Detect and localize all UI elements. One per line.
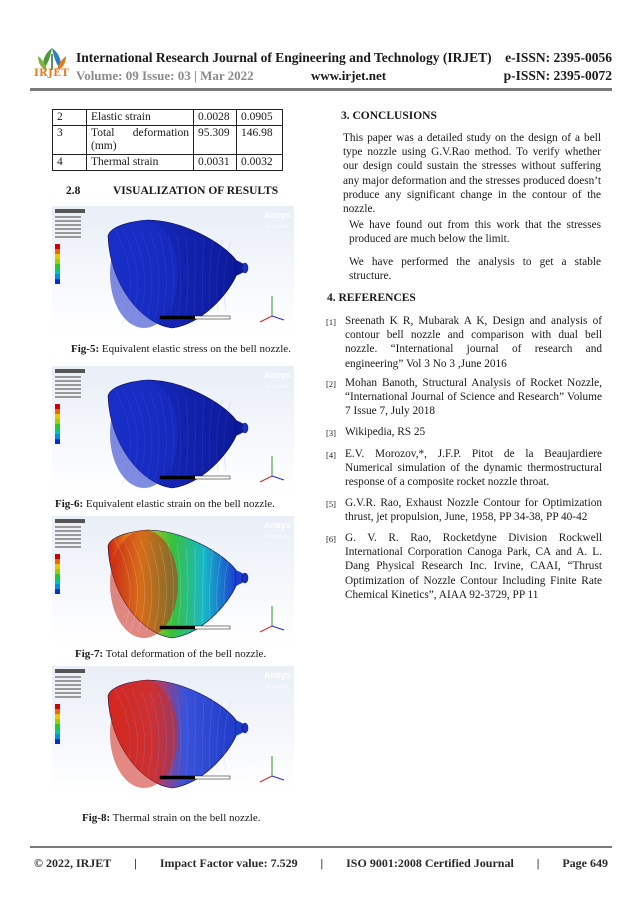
- nozzle-exit: [110, 680, 178, 788]
- section-heading: [66, 185, 278, 197]
- figure-6: [52, 366, 294, 494]
- legend-info-line: [55, 220, 81, 222]
- reference-number: [6]: [326, 534, 336, 544]
- legend-color-swatch: [55, 569, 60, 574]
- scale-bar-segment: [160, 626, 195, 629]
- legend-info-line: [55, 696, 81, 698]
- legend-info-line: [55, 530, 81, 532]
- e-issn: e-ISSN: 2395-0056: [505, 50, 612, 65]
- section-title: VISUALIZATION OF RESULTS: [113, 185, 279, 197]
- legend-title-bar: [55, 209, 85, 213]
- table-cell: 0.0032: [237, 155, 283, 171]
- table-cell: 0.0905: [237, 110, 283, 126]
- table-cell: 3: [53, 126, 87, 155]
- irjet-logo-icon: [30, 44, 74, 88]
- footer-separator: |: [320, 856, 324, 870]
- legend-info-line: [55, 676, 81, 678]
- legend-info-line: [55, 688, 81, 690]
- footer-page-number: Page 649: [562, 856, 608, 870]
- legend-color-swatch: [55, 564, 60, 569]
- figure-label: Fig-7:: [75, 648, 104, 660]
- fea-nozzle-plot: [52, 516, 294, 644]
- table-cell: Total deformation (mm): [87, 126, 194, 155]
- legend-color-swatch: [55, 419, 60, 424]
- reference-text: G. V. R. Rao, Rocketdyne Division Rockwell International Corporation Canoga Park, CA and A. L. Dang Physical Research Inc. Irvine, CAAI, “Thrust Optimization of Nozzle Contour Including Finite Rate Chemical Kinetics”, AIAA 92-3729, PP 11: [345, 532, 602, 601]
- footer-divider: [30, 846, 612, 848]
- legend-info-line: [55, 526, 81, 528]
- nozzle-inlet: [242, 573, 248, 583]
- table-cell: 0.0028: [194, 110, 237, 126]
- p-issn: p-ISSN: 2395-0072: [503, 68, 612, 83]
- footer-iso: ISO 9001:2008 Certified Journal: [346, 856, 514, 870]
- legend-color-swatch: [55, 709, 60, 714]
- figure-label: Fig-6:: [55, 498, 84, 510]
- legend-color-swatch: [55, 434, 60, 439]
- legend-title-bar: [55, 669, 85, 673]
- legend-color-swatch: [55, 584, 60, 589]
- caption-text: Equivalent elastic strain on the bell nozzle.: [83, 498, 275, 510]
- legend-info-line: [55, 228, 81, 230]
- legend-color-swatch: [55, 244, 60, 249]
- student-label: STUDENT: [266, 684, 288, 689]
- caption-text: Total deformation of the bell nozzle.: [103, 648, 267, 660]
- legend-color-swatch: [55, 554, 60, 559]
- legend-info-line: [55, 392, 81, 394]
- scale-bar-segment: [160, 316, 195, 319]
- reference-number: [3]: [326, 428, 336, 438]
- table-cell: Thermal strain: [87, 155, 194, 171]
- footer-text: [34, 856, 608, 871]
- logo-text: IRJET: [34, 68, 70, 79]
- nozzle-exit: [110, 380, 178, 488]
- table-row: [53, 155, 283, 171]
- nozzle-exit: [110, 220, 178, 328]
- legend-info-line: [55, 384, 81, 386]
- figure-5-caption: [71, 343, 291, 355]
- legend-color-swatch: [55, 404, 60, 409]
- page-footer: [0, 846, 638, 902]
- legend-color-swatch: [55, 279, 60, 284]
- reference-text: Sreenath K R, Mubarak A K, Design and analysis of contour bell nozzle and comparison with dual bell nozzle. “International journal of research and engineering” Vol 3 No 3 ,June 2016: [345, 315, 602, 370]
- figure-5: [52, 206, 294, 334]
- figure-6-caption: [55, 498, 275, 510]
- table-cell: 95.309: [194, 126, 237, 155]
- legend-color-swatch: [55, 414, 60, 419]
- nozzle-inlet: [242, 263, 248, 273]
- legend-info-line: [55, 232, 81, 234]
- legend-color-swatch: [55, 714, 60, 719]
- conclusions-paragraph-2: We have found out from this work that the stresses produced are much below the limit.: [349, 219, 601, 246]
- page-header: [0, 0, 638, 96]
- nozzle-inlet: [242, 723, 248, 733]
- figure-label: Fig-8:: [82, 812, 111, 824]
- legend-color-swatch: [55, 409, 60, 414]
- footer-copyright: © 2022, IRJET: [34, 856, 112, 870]
- legend-color-swatch: [55, 574, 60, 579]
- legend-info-line: [55, 542, 81, 544]
- legend-info-line: [55, 380, 81, 382]
- table-cell: 0.0031: [194, 155, 237, 171]
- footer-impact-factor: Impact Factor value: 7.529: [159, 856, 298, 870]
- reference-number: [5]: [326, 499, 336, 509]
- caption-text: Thermal strain on the bell nozzle.: [110, 812, 261, 824]
- nozzle-exit: [110, 530, 178, 638]
- legend-info-line: [55, 224, 81, 226]
- website-link[interactable]: www.irjet.net: [311, 68, 387, 83]
- legend-color-swatch: [55, 559, 60, 564]
- fea-nozzle-plot: [52, 666, 294, 794]
- legend-color-swatch: [55, 739, 60, 744]
- conclusions-paragraph-1: [343, 131, 601, 216]
- legend-info-line: [55, 692, 81, 694]
- reference-item: [326, 314, 602, 371]
- legend-color-swatch: [55, 269, 60, 274]
- legend-info-line: [55, 684, 81, 686]
- figure-7: [52, 516, 294, 644]
- fea-nozzle-plot: [52, 366, 294, 494]
- conclusions-heading: 3. CONCLUSIONS: [341, 110, 437, 122]
- legend-color-swatch: [55, 719, 60, 724]
- ansys-brand-label: Ansys: [264, 370, 292, 380]
- legend-title-bar: [55, 519, 85, 523]
- legend-color-swatch: [55, 589, 60, 594]
- scale-bar-segment: [160, 776, 195, 779]
- legend-info-line: [55, 538, 81, 540]
- legend-info-line: [55, 376, 81, 378]
- legend-color-swatch: [55, 429, 60, 434]
- reference-item: [326, 376, 602, 419]
- student-label: STUDENT: [266, 224, 288, 229]
- footer-separator: |: [536, 856, 540, 870]
- results-table: [52, 109, 283, 171]
- scale-bar-segment: [160, 476, 195, 479]
- legend-color-swatch: [55, 579, 60, 584]
- ansys-brand-label: Ansys: [264, 520, 292, 530]
- table-cell: 4: [53, 155, 87, 171]
- legend-color-swatch: [55, 259, 60, 264]
- legend-info-line: [55, 680, 81, 682]
- legend-info-line: [55, 388, 81, 390]
- ansys-brand-label: Ansys: [264, 670, 292, 680]
- table-row: [53, 110, 283, 126]
- student-label: STUDENT: [266, 384, 288, 389]
- legend-info-line: [55, 236, 81, 238]
- journal-title: International Research Journal of Engineering and Technology (IRJET): [76, 50, 492, 65]
- reference-text: G.V.R. Rao, Exhaust Nozzle Contour for Optimization thrust, jet propulsion, June, 1958, PP 34-38, PP 40-42: [345, 497, 602, 524]
- paragraph-text: This paper was a detailed study on the design of a bell type nozzle using G.V.Rao method. To verify whether our design could sustain the stresses without suffering any major deformation and the stresses produced doesn’t produce any significant change in the contour of the nozzle.: [343, 132, 601, 216]
- references-heading: 4. REFERENCES: [327, 292, 416, 304]
- reference-number: [2]: [326, 379, 336, 389]
- legend-color-swatch: [55, 734, 60, 739]
- legend-color-swatch: [55, 729, 60, 734]
- legend-info-line: [55, 546, 81, 548]
- figure-7-caption: [75, 648, 266, 660]
- table-row: [53, 126, 283, 155]
- legend-color-swatch: [55, 439, 60, 444]
- reference-item: [326, 496, 602, 524]
- reference-item: [326, 447, 602, 490]
- reference-item: [326, 425, 602, 439]
- volume-issue: Volume: 09 Issue: 03 | Mar 2022: [76, 68, 254, 83]
- reference-number: [4]: [326, 450, 336, 460]
- header-divider: [30, 88, 612, 91]
- reference-number: [1]: [326, 317, 336, 327]
- legend-color-swatch: [55, 254, 60, 259]
- legend-color-swatch: [55, 249, 60, 254]
- section-number: 2.8: [66, 185, 81, 197]
- conclusions-paragraph-3: We have performed the analysis to get a stable structure.: [349, 256, 601, 283]
- legend-info-line: [55, 534, 81, 536]
- nozzle-inlet: [242, 423, 248, 433]
- reference-item: [326, 531, 602, 602]
- figure-8-caption: [82, 812, 261, 824]
- student-label: STUDENT: [266, 534, 288, 539]
- legend-color-swatch: [55, 424, 60, 429]
- legend-color-swatch: [55, 274, 60, 279]
- legend-info-line: [55, 216, 81, 218]
- legend-color-swatch: [55, 704, 60, 709]
- figure-8: [52, 666, 294, 794]
- legend-color-swatch: [55, 724, 60, 729]
- fea-nozzle-plot: [52, 206, 294, 334]
- footer-separator: |: [134, 856, 137, 870]
- ansys-brand-label: Ansys: [264, 210, 292, 220]
- legend-title-bar: [55, 369, 85, 373]
- reference-text: Mohan Banoth, Structural Analysis of Rocket Nozzle, “International Journal of Science and Research” Volume 7 Issue 7, July 2018: [345, 377, 602, 418]
- reference-text: Wikipedia, RS 25: [345, 426, 426, 438]
- figure-label: Fig-5:: [71, 343, 100, 355]
- legend-color-swatch: [55, 264, 60, 269]
- table-cell: 146.98: [237, 126, 283, 155]
- reference-text: E.V. Morozov,*, J.F.P. Pitot de la Beaujardiere Numerical simulation of the dynamic thermostructural response of a composite rocket nozzle throat.: [345, 448, 602, 489]
- legend-info-line: [55, 396, 81, 398]
- table-cell: 2: [53, 110, 87, 126]
- table-cell: Elastic strain: [87, 110, 194, 126]
- caption-text: Equivalent elastic stress on the bell nozzle.: [99, 343, 291, 355]
